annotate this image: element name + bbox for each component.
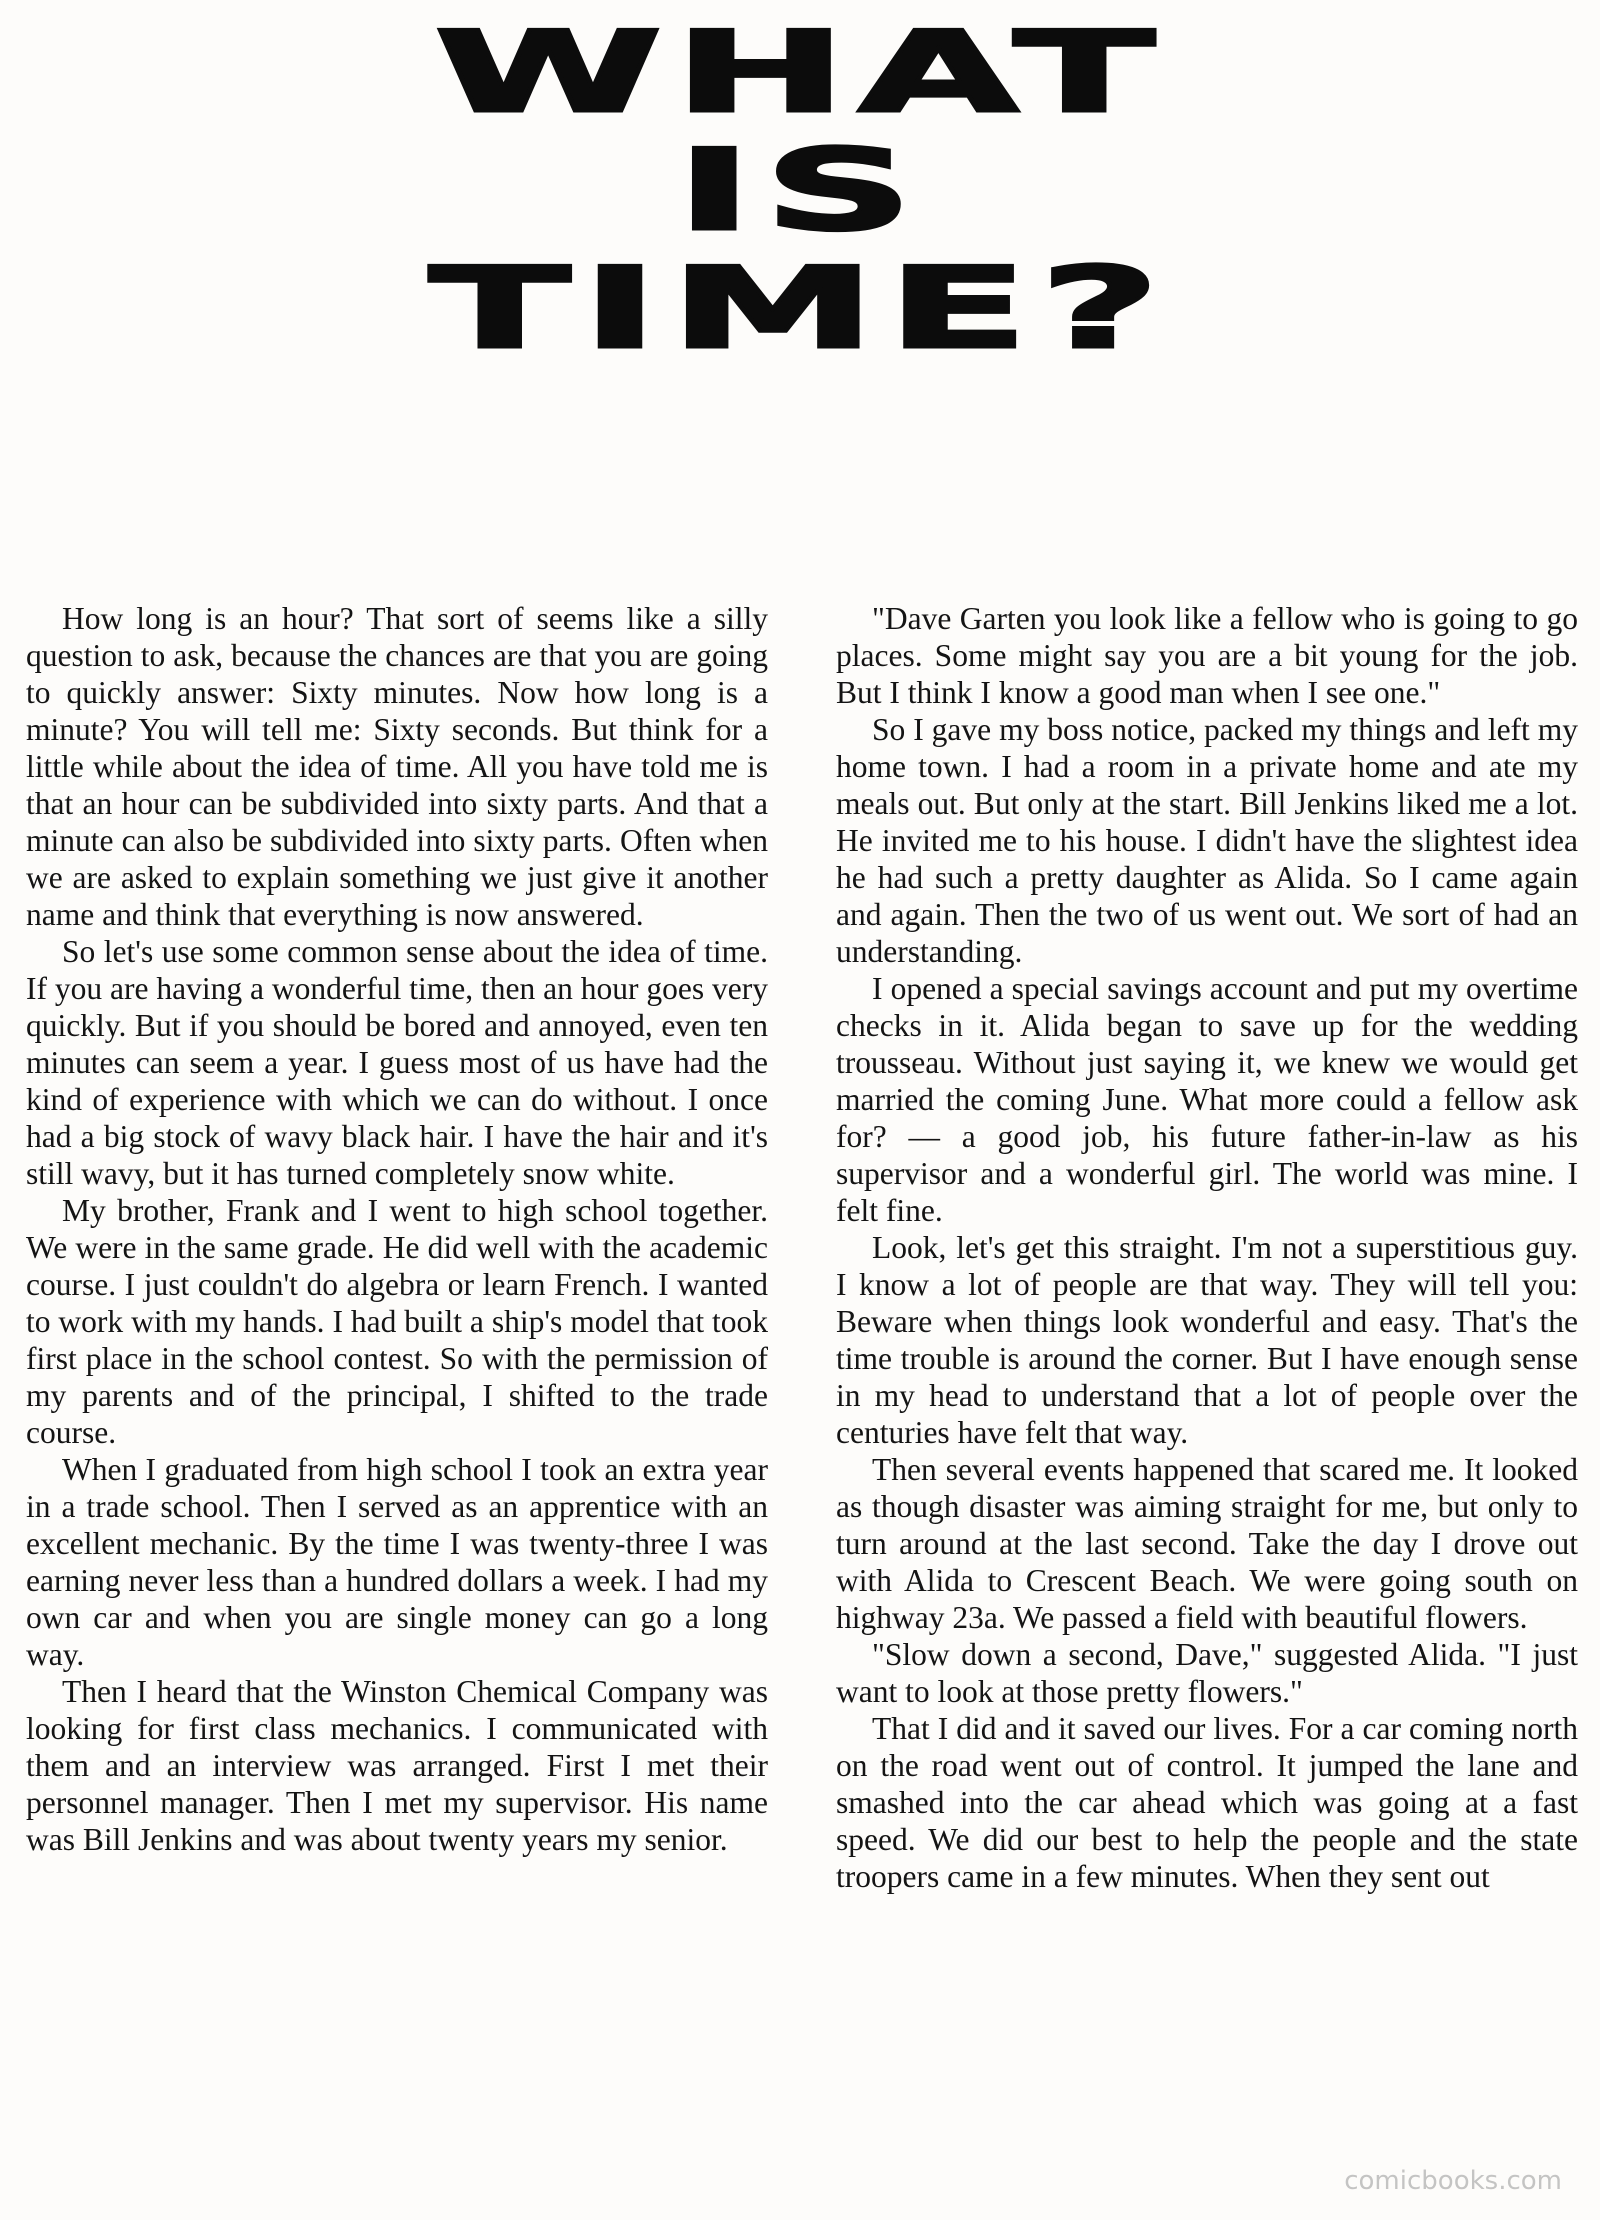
watermark: comicbooks.com xyxy=(1344,2166,1562,2196)
paragraph: That I did and it saved our lives. For a car coming north on the road went out of control. It jumped the lane and smashed into the car ahead which was going at a fast speed. We did our best to help the people and the state troopers came in a few minutes. When they sent out xyxy=(836,1711,1578,1894)
left-column xyxy=(26,600,768,2200)
title-line-is: IS xyxy=(675,126,925,256)
article-title xyxy=(0,8,1600,374)
paragraph: I opened a special savings account and put my overtime checks in it. Alida began to save up for the wedding trousseau. Without just saying it, we knew we would get married the coming June. What more could a fellow ask for? — a good job, his future father-in-law as his supervisor and a wonderful girl. The world was mine. I felt fine. xyxy=(836,971,1578,1228)
paragraph: So let's use some common sense about the idea of time. If you are having a wonderful time, then an hour goes very quickly. But if you should be bored and annoyed, even ten minutes can seem a year. I guess most of us have had the kind of experience with which we can do without. I once had a big stock of wavy black hair. I have the hair and it's still wavy, but it has turned completely snow white. xyxy=(26,934,768,1191)
paragraph: "Slow down a second, Dave," suggested Alida. "I just want to look at those pretty flowers." xyxy=(836,1637,1578,1709)
paragraph: My brother, Frank and I went to high school together. We were in the same grade. He did well with the academic course. I just couldn't do algebra or learn French. I wanted to work with my hands. I had built a ship's model that took first place in the school contest. So with the permission of my parents and of the principal, I shifted to the trade course. xyxy=(26,1193,768,1450)
article-body xyxy=(26,600,1578,2200)
paragraph: So I gave my boss notice, packed my things and left my home town. I had a room in a private home and ate my meals out. But only at the start. Bill Jenkins liked me a lot. He invited me to his house. I didn't have the slightest idea he had such a pretty daughter as Alida. So I came again and again. Then the two of us went out. We sort of had an understanding. xyxy=(836,712,1578,969)
title-line-time: TIME? xyxy=(429,244,1171,374)
paragraph: Look, let's get this straight. I'm not a superstitious guy. I know a lot of people are that way. They will tell you: Beware when things look wonderful and easy. That's the time trouble is around the corner. But I have enough sense in my head to understand that a lot of people over the centuries have felt that way. xyxy=(836,1230,1578,1450)
right-column xyxy=(836,600,1578,2200)
paragraph: Then several events happened that scared me. It looked as though disaster was aiming straight for me, but only to turn around at the last second. Take the day I drove out with Alida to Crescent Beach. We were going south on highway 23a. We passed a field with beautiful flowers. xyxy=(836,1452,1578,1635)
title-line-what: WHAT xyxy=(434,8,1166,138)
paragraph: Then I heard that the Winston Chemical Company was looking for first class mechanics. I communicated with them and an interview was arranged. First I met their personnel manager. Then I met my supervisor. His name was Bill Jenkins and was about twenty years my senior. xyxy=(26,1674,768,1857)
paragraph: "Dave Garten you look like a fellow who is going to go places. Some might say you are a bit young for the job. But I think I know a good man when I see one." xyxy=(836,601,1578,710)
paragraph: When I graduated from high school I took an extra year in a trade school. Then I served as an apprentice with an excellent mechanic. By the time I was twenty-three I was earning never less than a hundred dollars a week. I had my own car and when you are single money can go a long way. xyxy=(26,1452,768,1672)
paragraph: How long is an hour? That sort of seems like a silly question to ask, because the chances are that you are going to quickly answer: Sixty minutes. Now how long is a minute? You will tell me: Sixty seconds. But think for a little while about the idea of time. All you have told me is that an hour can be subdivided into sixty parts. And that a minute can also be subdivided into sixty parts. Often when we are asked to explain something we just give it another name and think that everything is now answered. xyxy=(26,601,768,932)
